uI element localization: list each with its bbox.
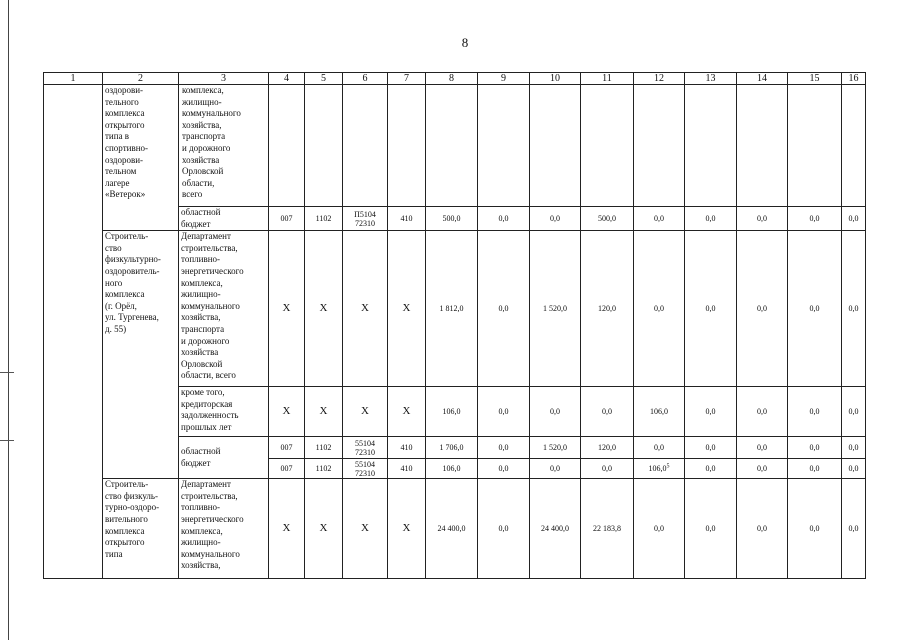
cell-value: 007 — [269, 459, 305, 479]
scan-edge-tick — [0, 440, 14, 441]
cell-col1 — [44, 85, 103, 579]
cell-project-name: оздорови- тельного комплекса открытого типа в спортивно- оздорови- тельном лагере «Ветерок» — [103, 85, 179, 231]
cell-value: 0,0 — [788, 459, 842, 479]
cell-value: 106,0 — [426, 387, 478, 437]
cell-value: 0,0 — [788, 479, 842, 579]
cell-value: 0,0 — [634, 437, 685, 459]
cell-value: 0,0 — [685, 207, 737, 231]
cell-value: 1 520,0 — [530, 437, 581, 459]
cell-value: 1102 — [305, 459, 343, 479]
scan-edge-tick — [0, 372, 14, 373]
cell-value: 0,0 — [685, 387, 737, 437]
budget-table — [43, 72, 866, 579]
cell-value: 0,0 — [842, 437, 866, 459]
cell-executor: Департамент строительства, топливно- энергетического комплекса, жилищно- коммунального хозяйства, транспорта и дорожного хозяйства Орловской области, всего — [179, 231, 269, 387]
cell-value: X — [343, 387, 388, 437]
cell-value: 0,0 — [581, 387, 634, 437]
scan-edge-line — [8, 0, 9, 640]
cell-value-text: 106,0 — [648, 463, 667, 473]
cell-funding-source: кроме того, кредиторская задолженность прошлых лет — [179, 387, 269, 437]
cell-executor: Департамент строительства, топливно- энергетического комплекса, жилищно- коммунального хозяйства, — [179, 479, 269, 579]
col-header: 7 — [388, 73, 426, 85]
cell-executor: комплекса, жилищно- коммунального хозяйства, транспорта и дорожного хозяйства Орловской области, всего — [179, 85, 269, 207]
col-header: 4 — [269, 73, 305, 85]
col-header: 1 — [44, 73, 103, 85]
cell-value: 0,0 — [737, 437, 788, 459]
col-header: 3 — [179, 73, 269, 85]
col-header: 15 — [788, 73, 842, 85]
cell-value: 1 812,0 — [426, 231, 478, 387]
cell-value: X — [269, 387, 305, 437]
col-header: 11 — [581, 73, 634, 85]
cell-value: 0,0 — [530, 207, 581, 231]
cell-value: 0,0 — [842, 387, 866, 437]
cell-value: 0,0 — [478, 479, 530, 579]
cell-value: X — [305, 479, 343, 579]
cell-value: 0,0 — [685, 459, 737, 479]
cell-value: X — [388, 387, 426, 437]
cell-value: 410 — [388, 437, 426, 459]
cell-funding-source: областной бюджет — [179, 207, 269, 231]
cell-value: 500,0 — [581, 207, 634, 231]
cell-code: П5104 72310 — [343, 207, 388, 231]
cell-value: 120,0 — [581, 437, 634, 459]
cell-value: 22 183,8 — [581, 479, 634, 579]
cell-value — [634, 459, 685, 479]
cell-value: 0,0 — [737, 207, 788, 231]
cell-value: 410 — [388, 459, 426, 479]
cell-value: 1 706,0 — [426, 437, 478, 459]
cell-value: 0,0 — [478, 437, 530, 459]
cell-value: 0,0 — [685, 231, 737, 387]
cell-project-name: Строитель- ство физкультурно- оздоровитель- ного комплекса (г. Орёл, ул. Тургенева, д. 55) — [103, 231, 179, 479]
cell-funding-source: областной бюджет — [179, 437, 269, 479]
cell-value: X — [305, 231, 343, 387]
cell-value: 0,0 — [788, 207, 842, 231]
cell-value: 007 — [269, 437, 305, 459]
cell-value: 0,0 — [737, 387, 788, 437]
cell-value: 1102 — [305, 437, 343, 459]
col-header: 12 — [634, 73, 685, 85]
cell-value: 0,0 — [634, 207, 685, 231]
col-header: 8 — [426, 73, 478, 85]
col-header: 14 — [737, 73, 788, 85]
cell-value: 410 — [388, 207, 426, 231]
cell-value: 0,0 — [581, 459, 634, 479]
cell-value: X — [269, 479, 305, 579]
cell-value: 0,0 — [685, 479, 737, 579]
cell-value: 0,0 — [478, 231, 530, 387]
cell-value: X — [343, 231, 388, 387]
cell-value: 0,0 — [530, 387, 581, 437]
cell-value: 0,0 — [788, 231, 842, 387]
col-header: 10 — [530, 73, 581, 85]
cell-value: 500,0 — [426, 207, 478, 231]
cell-value: 1 520,0 — [530, 231, 581, 387]
cell-value: 0,0 — [634, 231, 685, 387]
cell-value: 0,0 — [737, 459, 788, 479]
cell-code: 55104 72310 — [343, 459, 388, 479]
cell-value: 24 400,0 — [530, 479, 581, 579]
cell-value: 0,0 — [478, 387, 530, 437]
cell-value: 0,0 — [478, 207, 530, 231]
col-header: 9 — [478, 73, 530, 85]
cell-value: 120,0 — [581, 231, 634, 387]
footnote-mark: 5 — [666, 463, 670, 470]
cell-value: 007 — [269, 207, 305, 231]
cell-value: 0,0 — [842, 459, 866, 479]
cell-value: 0,0 — [788, 387, 842, 437]
cell-value: 0,0 — [842, 231, 866, 387]
cell-value: 1102 — [305, 207, 343, 231]
cell-value: 0,0 — [842, 479, 866, 579]
cell-value: 0,0 — [634, 479, 685, 579]
cell-value: 0,0 — [737, 479, 788, 579]
cell-value: 24 400,0 — [426, 479, 478, 579]
table-row — [44, 231, 866, 387]
cell-value: 0,0 — [530, 459, 581, 479]
cell-value: 106,0 — [634, 387, 685, 437]
col-header: 2 — [103, 73, 179, 85]
cell-project-name: Строитель- ство физкуль- турно-оздоро- вительного комплекса открытого типа — [103, 479, 179, 579]
cell-value: 0,0 — [788, 437, 842, 459]
cell-value: X — [269, 231, 305, 387]
header-row — [44, 73, 866, 85]
cell-value: 0,0 — [842, 207, 866, 231]
cell-value: 0,0 — [478, 459, 530, 479]
cell-value: 0,0 — [737, 231, 788, 387]
cell-code: 55104 72310 — [343, 437, 388, 459]
cell-value: X — [343, 479, 388, 579]
cell-value: X — [388, 231, 426, 387]
cell-value: 106,0 — [426, 459, 478, 479]
col-header: 6 — [343, 73, 388, 85]
cell-value: X — [305, 387, 343, 437]
col-header: 16 — [842, 73, 866, 85]
cell-value: 0,0 — [685, 437, 737, 459]
cell-value: X — [388, 479, 426, 579]
table-row — [44, 85, 866, 207]
table-row — [44, 479, 866, 579]
col-header: 5 — [305, 73, 343, 85]
page-number: 8 — [461, 35, 469, 50]
col-header: 13 — [685, 73, 737, 85]
